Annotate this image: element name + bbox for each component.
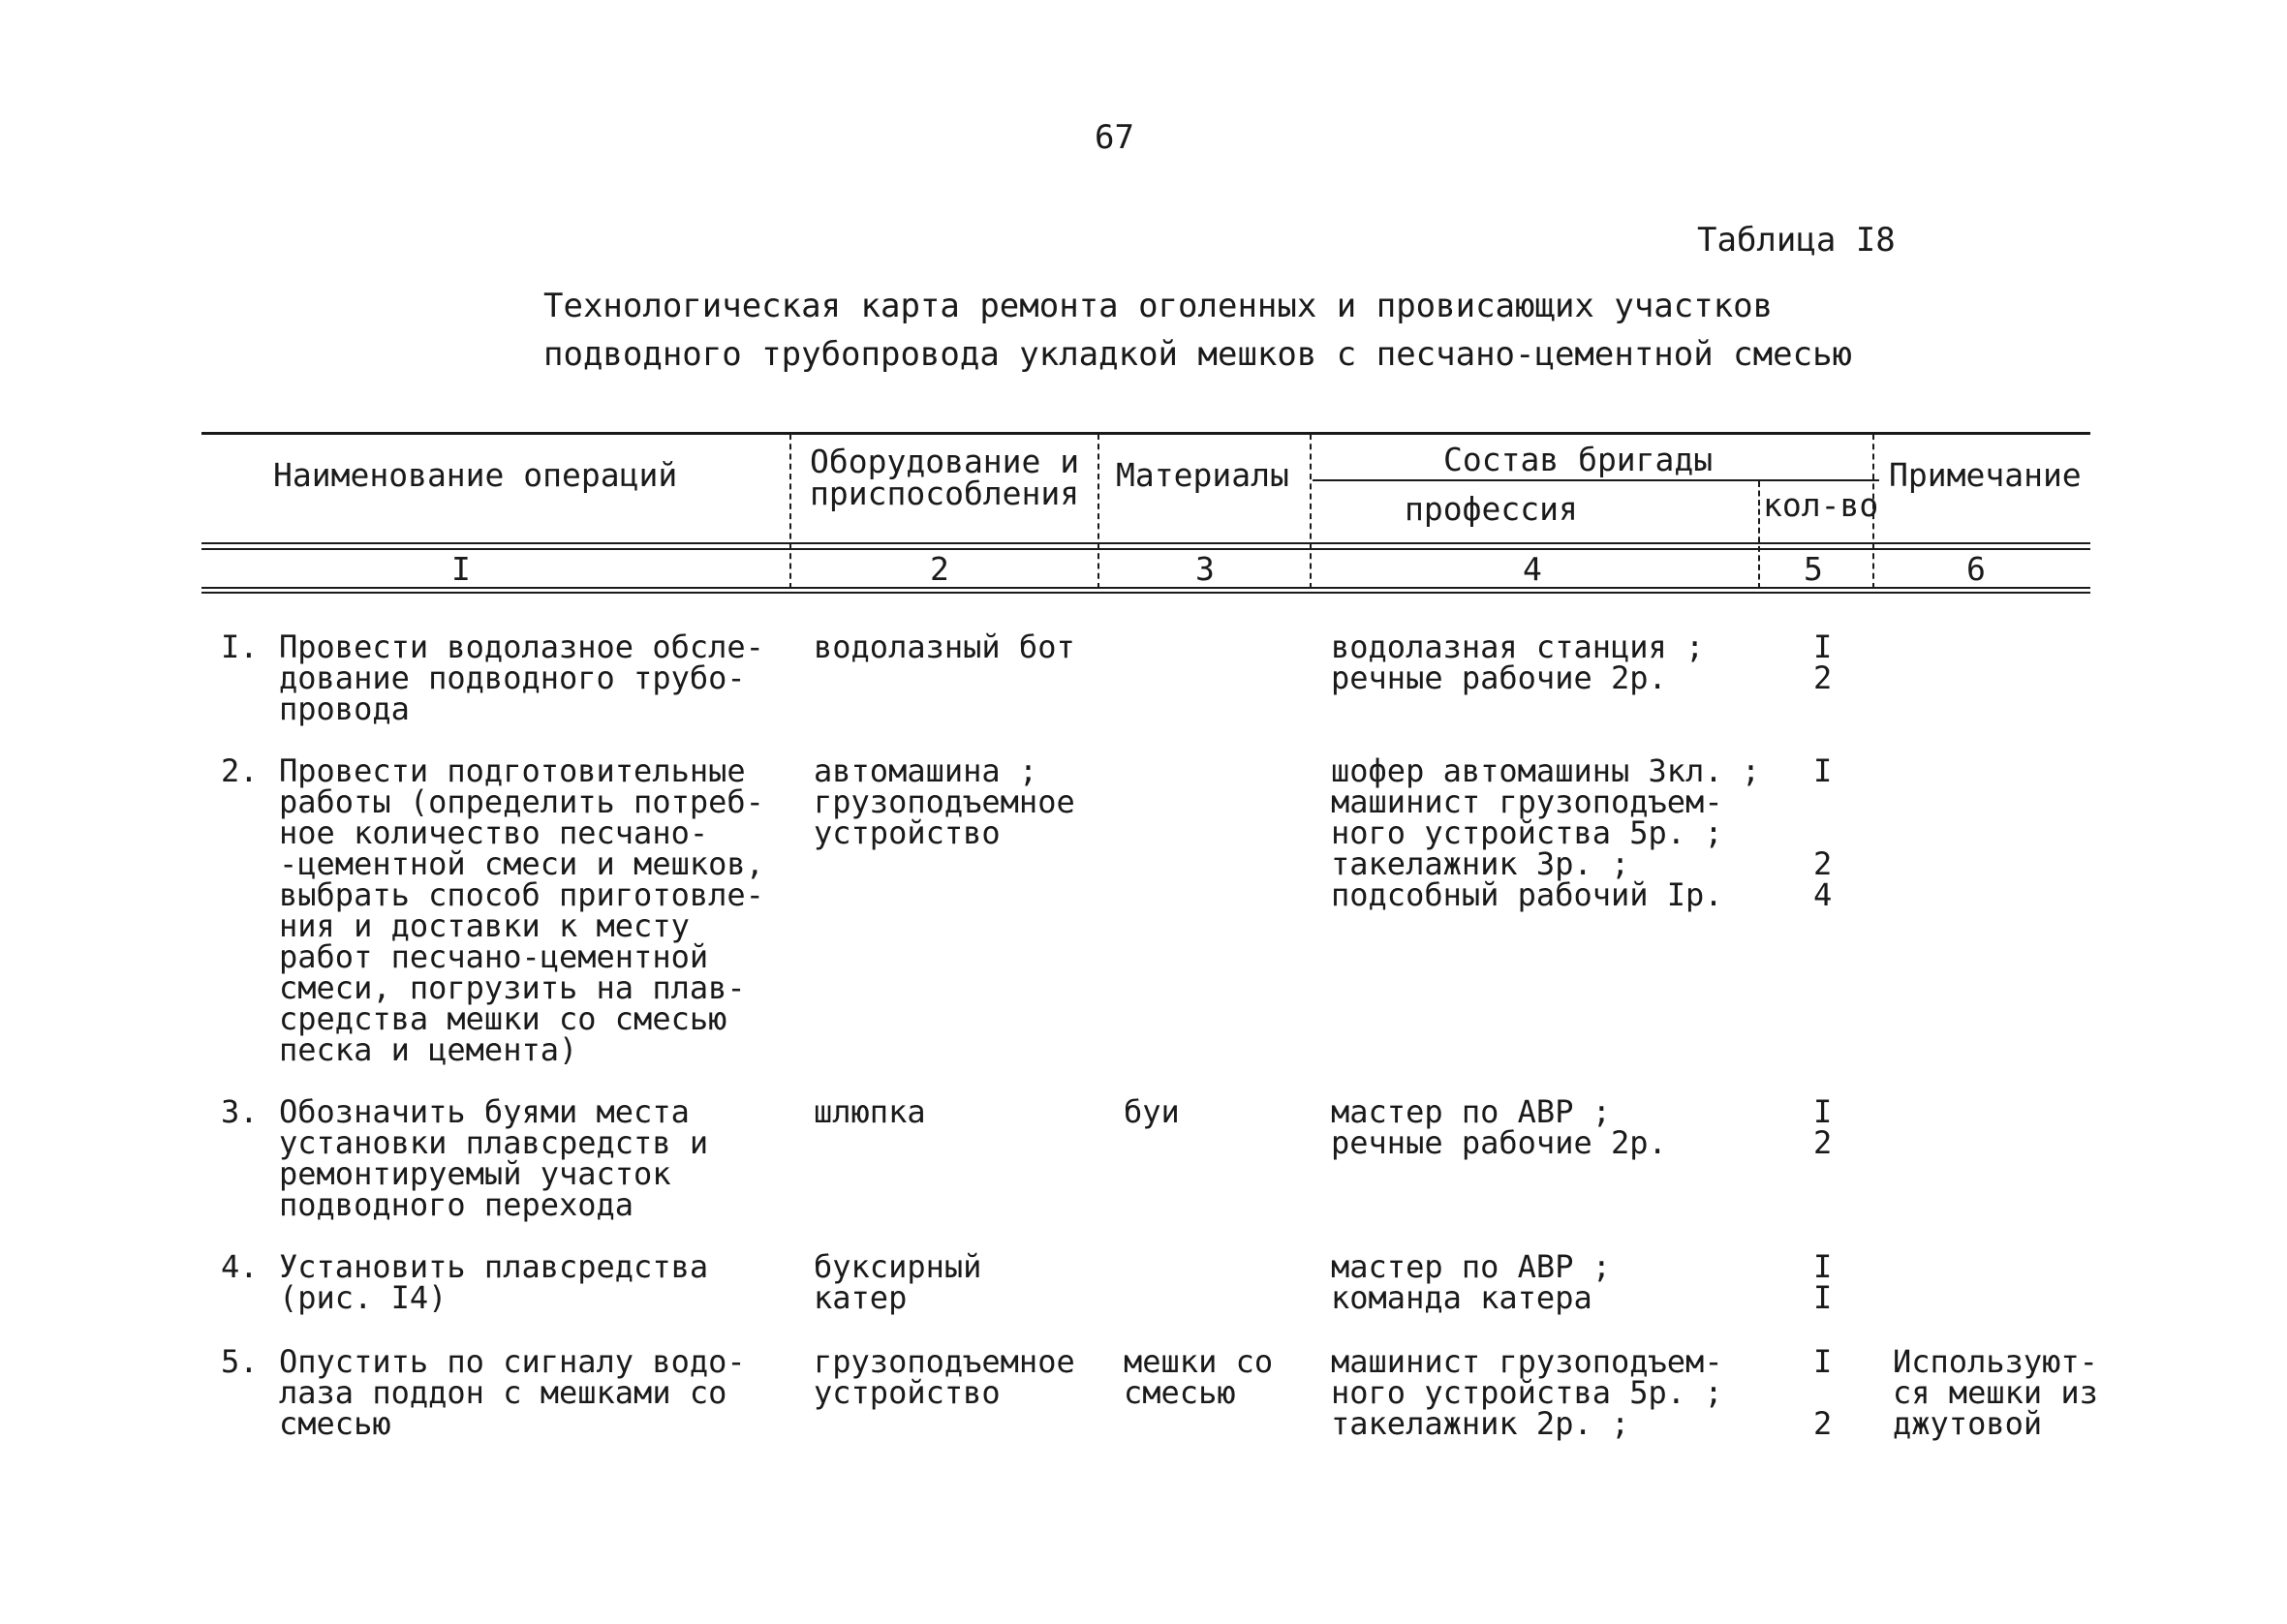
row-index: I. <box>221 628 259 665</box>
equipment-cell: автомашина ; грузоподъемное устройство <box>814 752 1075 851</box>
column-separator <box>1097 434 1099 589</box>
team-header-rule <box>1313 479 1879 481</box>
table-title-line-2: подводного трубопровода укладкой мешков с песчано-цементной смесью <box>543 335 1853 374</box>
column-number: 3 <box>1195 550 1215 588</box>
row-index: 5. <box>221 1343 259 1380</box>
materials-cell: мешки со смесью <box>1124 1343 1274 1411</box>
column-number: I <box>451 550 471 588</box>
column-number: 6 <box>1966 550 1986 588</box>
column-separator <box>1758 481 1760 589</box>
row-index: 3. <box>221 1093 259 1130</box>
operation-cell: Провести подготовительные работы (определить потреб- ное количество песчано- -цементной смеси и мешков, выбрать способ приготовле- ния и доставки к месту работ песчано-цементной смеси, погрузить на плав- средства мешки со смесью песка и цемента) <box>279 752 764 1068</box>
header-team: Состав бригады <box>1443 441 1714 478</box>
header-note: Примечание <box>1889 456 2082 494</box>
column-number-rule-double <box>201 592 2090 594</box>
header-materials: Материалы <box>1116 456 1289 494</box>
profession-cell: мастер по АВР ; команда катера <box>1331 1248 1611 1316</box>
column-number: 5 <box>1804 550 1823 588</box>
operation-cell: Провести водолазное обсле- дование подводного трубо- провода <box>279 628 764 727</box>
quantity-cell: I I <box>1813 1248 1833 1316</box>
column-separator <box>1310 434 1312 589</box>
profession-cell: водолазная станция ; речные рабочие 2р. <box>1331 628 1705 696</box>
row-index: 4. <box>221 1248 259 1285</box>
page-number: 67 <box>1095 118 1134 157</box>
operation-cell: Установить плавсредства (рис. I4) <box>279 1248 709 1316</box>
header-bottom-rule <box>201 542 2090 544</box>
profession-cell: мастер по АВР ; речные рабочие 2р. <box>1331 1093 1667 1161</box>
header-equipment-line-1: Оборудование и <box>810 443 1080 480</box>
header-equipment-line-2: приспособления <box>810 475 1080 512</box>
header-operations: Наименование операций <box>273 456 678 494</box>
equipment-cell: грузоподъемное устройство <box>814 1343 1075 1411</box>
operation-cell: Опустить по сигналу водо- лаза поддон с мешками со смесью <box>279 1343 746 1442</box>
equipment-cell: шлюпка <box>814 1093 926 1130</box>
profession-cell: машинист грузоподъем- ного устройства 5р. ; такелажник 2р. ; <box>1331 1343 1723 1442</box>
quantity-cell: I 2 <box>1813 628 1833 696</box>
equipment-cell: буксирный катер <box>814 1248 982 1316</box>
table-top-rule <box>201 432 2090 435</box>
operation-cell: Обозначить буями места установки плавсредств и ремонтируемый участок подводного перехода <box>279 1093 709 1223</box>
header-quantity: кол-во <box>1763 486 1879 524</box>
quantity-cell: I 2 4 <box>1813 752 1833 913</box>
row-index: 2. <box>221 752 259 789</box>
table-label: Таблица I8 <box>1697 221 1896 260</box>
header-profession: профессия <box>1405 490 1578 528</box>
materials-cell: буи <box>1124 1093 1180 1130</box>
table-title-line-1: Технологическая карта ремонта оголенных и провисающих участков <box>543 287 1774 325</box>
column-separator <box>789 434 791 589</box>
column-number: 2 <box>930 550 949 588</box>
note-cell: Используют- ся мешки из джутовой <box>1893 1343 2098 1442</box>
quantity-cell: I 2 <box>1813 1343 1833 1442</box>
profession-cell: шофер автомашины 3кл. ; машинист грузоподъем- ного устройства 5р. ; такелажник 3р. ; подсобный рабочий Iр. <box>1331 752 1761 913</box>
column-number: 4 <box>1523 550 1542 588</box>
equipment-cell: водолазный бот <box>814 628 1075 665</box>
quantity-cell: I 2 <box>1813 1093 1833 1161</box>
